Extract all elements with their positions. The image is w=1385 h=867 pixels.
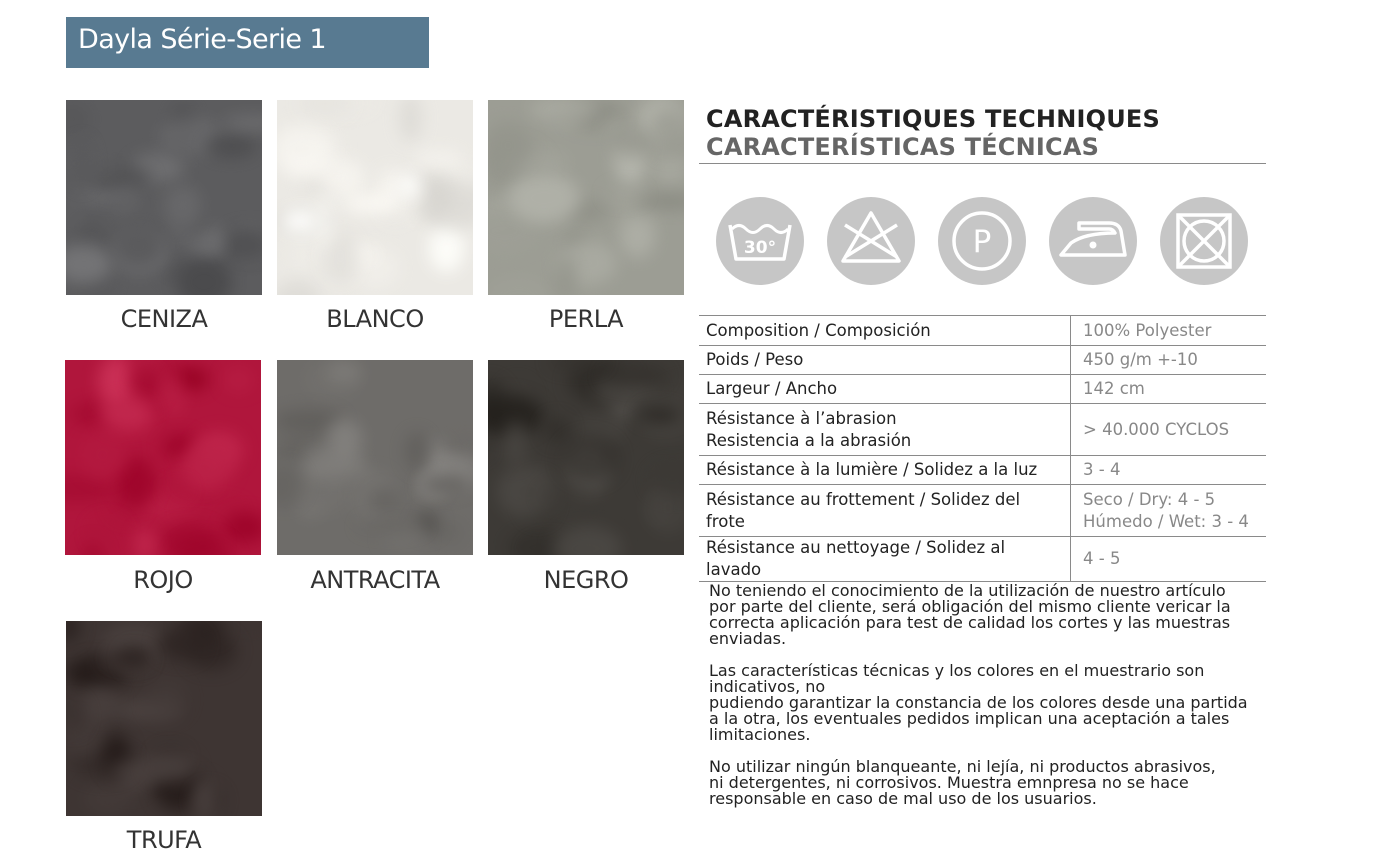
- note-line: Las características técnicas y los colores en el muestrario son: [709, 661, 1205, 680]
- spec-row-light: [699, 456, 1266, 485]
- fabric-texture-blot: [405, 432, 428, 471]
- page-title: Dayla Série-Serie 1: [78, 24, 326, 55]
- spec-label: [699, 404, 1071, 456]
- spec-row-abrasion: [699, 404, 1266, 456]
- swatch-antracita: [277, 360, 473, 555]
- spec-value: [1071, 316, 1267, 346]
- spec-label: [699, 485, 1071, 537]
- fabric-texture-blot: [147, 680, 186, 719]
- fabric-texture-blot: [447, 436, 473, 454]
- fabric-texture-blot: [224, 229, 262, 262]
- spec-value: [1071, 537, 1267, 582]
- fabric-texture-blot: [561, 436, 618, 482]
- fabric-texture-blot: [508, 173, 580, 223]
- fabric-texture-blot: [620, 218, 655, 258]
- fabric-texture-blot: [205, 134, 257, 158]
- note-line: correcta aplicación para test de calidad los cortes y las muestras: [709, 613, 1231, 632]
- fabric-texture-blot: [399, 174, 419, 198]
- spec-value-text: 450 g/m +-10: [1083, 350, 1198, 369]
- fabric-texture-blot: [176, 256, 232, 295]
- specs-table: [699, 315, 1266, 582]
- fabric-texture-blot: [222, 116, 262, 130]
- fabric-texture-blot: [327, 362, 361, 382]
- fabric-texture-blot: [551, 114, 582, 129]
- note-line: limitaciones.: [709, 725, 811, 744]
- spec-label: [699, 456, 1071, 485]
- fabric-texture-blot: [66, 103, 91, 135]
- fabric-texture-blot: [192, 777, 216, 816]
- fabric-texture-blot: [421, 475, 469, 495]
- fabric-texture-blot: [429, 225, 463, 271]
- spec-label-text: Composition / Composición: [706, 320, 931, 340]
- spec-label: [699, 537, 1071, 582]
- swatch-label-antracita: ANTRACITA: [310, 566, 440, 594]
- fabric-texture-blot: [90, 518, 125, 547]
- spec-value-text: 4 - 5: [1083, 549, 1121, 568]
- spec-label: [699, 375, 1071, 404]
- spec-row-rubbing: [699, 485, 1266, 537]
- spec-value: [1071, 456, 1267, 485]
- no-bleach-icon: [827, 197, 915, 285]
- fabric-texture-blot: [440, 524, 461, 542]
- spec-row-weight: [699, 346, 1266, 375]
- spec-value: [1071, 485, 1267, 537]
- spec-value-text: Húmedo / Wet: 3 - 4: [1083, 511, 1249, 531]
- note-line: enviadas.: [709, 629, 787, 648]
- fabric-texture-blot: [277, 280, 322, 295]
- spec-row-width: [699, 375, 1266, 404]
- fabric-texture-blot: [100, 397, 153, 432]
- fabric-texture-blot: [135, 528, 155, 555]
- swatch-ceniza: [66, 100, 262, 295]
- fabric-texture-blot: [357, 519, 426, 533]
- fabric-texture-blot: [114, 187, 136, 218]
- tech-heading-fr: CARACTÉRISTIQUES TECHNIQUES: [706, 105, 1160, 133]
- fabric-texture-blot: [602, 367, 667, 385]
- fabric-texture-blot: [488, 276, 552, 295]
- fabric-texture-blot: [367, 487, 400, 515]
- spec-label: [699, 346, 1071, 375]
- fabric-texture-blot: [505, 421, 526, 466]
- title-banner: [66, 17, 429, 68]
- spec-label-text: Résistance au nettoyage / Solidez al lavado: [706, 538, 1006, 579]
- spec-label-text: Résistance à l’abrasion: [706, 408, 897, 428]
- dry-clean-p-icon: [938, 197, 1026, 285]
- spec-label-text: Résistance à la lumière / Solidez a la luz: [706, 460, 1038, 479]
- wash-30-icon: [716, 197, 804, 285]
- fabric-texture-blot: [79, 431, 125, 479]
- swatch-label-trufa: TRUFA: [126, 826, 202, 854]
- fabric-texture-blot: [612, 128, 651, 158]
- fabric-texture-blot: [164, 185, 201, 226]
- swatch-label-blanco: BLANCO: [326, 305, 424, 333]
- spec-row-cleaning: [699, 537, 1266, 582]
- spec-value: [1071, 404, 1267, 456]
- wash-temperature-text: 30°: [743, 238, 777, 258]
- note-line: ni detergentes, ni corrosivos. Muestra emnpresa no se hace: [709, 773, 1189, 792]
- swatch-rojo: [65, 360, 261, 555]
- swatch-negro: [488, 360, 684, 555]
- swatch-label-ceniza: CENIZA: [120, 305, 208, 333]
- spec-label-text: Resistencia a la abrasión: [706, 430, 912, 450]
- fabric-texture-blot: [488, 442, 489, 456]
- fabric-texture-blot: [290, 239, 320, 270]
- note-line: responsable en caso de mal uso de los usuarios.: [709, 789, 1097, 808]
- note-line: indicativos, no: [709, 677, 826, 696]
- fabric-texture-blot: [187, 237, 223, 254]
- fabric-texture-blot: [298, 100, 351, 118]
- spec-value-text: 100% Polyester: [1083, 320, 1212, 340]
- fabric-texture-blot: [539, 482, 600, 512]
- fabric-texture-blot: [414, 151, 464, 165]
- fabric-texture-blot: [180, 443, 234, 489]
- spec-label: [699, 316, 1071, 346]
- fabric-texture-blot: [313, 197, 334, 245]
- spec-value-text: 142 cm: [1083, 379, 1145, 398]
- fabric-texture-blot: [651, 109, 684, 156]
- spec-value: [1071, 375, 1267, 404]
- fabric-texture-blot: [65, 475, 114, 502]
- fabric-texture-blot: [83, 781, 132, 816]
- fabric-texture-blot: [164, 483, 190, 497]
- fabric-texture-blot: [163, 374, 186, 416]
- note-line: pudiendo garantizar la constancia de los colores desde una partida: [709, 693, 1248, 712]
- note-line: a la otra, los eventuales pedidos implican una aceptación a tales: [709, 709, 1230, 728]
- swatch-trufa: [66, 621, 262, 816]
- note-line: No utilizar ningún blanqueante, ni lejía, ni productos abrasivos,: [709, 757, 1216, 776]
- note-paragraph: [709, 583, 1269, 647]
- swatch-blanco: [277, 100, 473, 295]
- fabric-texture-blot: [301, 453, 367, 479]
- spec-row-composition: [699, 316, 1266, 346]
- fabric-texture-blot: [224, 368, 253, 393]
- note-paragraph: [709, 759, 1269, 807]
- spec-value: [1071, 346, 1267, 375]
- spec-value-text: Seco / Dry: 4 - 5: [1083, 489, 1216, 509]
- fabric-texture-blot: [80, 686, 120, 720]
- spec-value-text: > 40.000 CYCLOS: [1083, 419, 1230, 439]
- dry-clean-letter: P: [972, 224, 992, 260]
- spec-label-text: Résistance au frottement / Solidez del frote: [706, 489, 1021, 531]
- fabric-texture-blot: [647, 491, 671, 527]
- iron-low-icon: [1049, 197, 1137, 285]
- note-line: por parte del cliente, será obligación del mismo cliente vericar la: [709, 597, 1231, 616]
- swatch-perla: [488, 100, 684, 295]
- swatch-label-rojo: ROJO: [133, 566, 193, 594]
- note-paragraph: [709, 663, 1269, 743]
- fabric-texture-blot: [553, 526, 622, 555]
- fabric-texture-blot: [115, 227, 163, 266]
- swatch-label-perla: PERLA: [548, 305, 624, 333]
- fabric-texture-blot: [418, 179, 473, 230]
- tech-heading-es: CARACTERÍSTICAS TÉCNICAS: [706, 133, 1100, 161]
- spec-label-text: Largeur / Ancho: [706, 379, 838, 398]
- heading-divider: [699, 163, 1266, 164]
- fabric-texture-blot: [146, 752, 196, 783]
- no-tumble-dry-icon: [1160, 197, 1248, 285]
- spec-value-text: 3 - 4: [1083, 460, 1121, 479]
- fabric-texture-blot: [66, 621, 80, 643]
- fabric-texture-blot: [157, 629, 205, 659]
- fabric-texture-blot: [399, 100, 422, 142]
- fabric-texture-blot: [555, 255, 577, 295]
- fabric-texture-blot: [224, 512, 261, 543]
- note-line: No teniendo el conocimiento de la utilización de nuestro artículo: [709, 581, 1226, 600]
- swatch-label-negro: NEGRO: [543, 566, 629, 594]
- spec-label-text: Poids / Peso: [706, 350, 804, 369]
- notes: [709, 583, 1269, 823]
- fabric-texture-blot: [344, 194, 396, 213]
- fabric-texture-blot: [544, 417, 569, 444]
